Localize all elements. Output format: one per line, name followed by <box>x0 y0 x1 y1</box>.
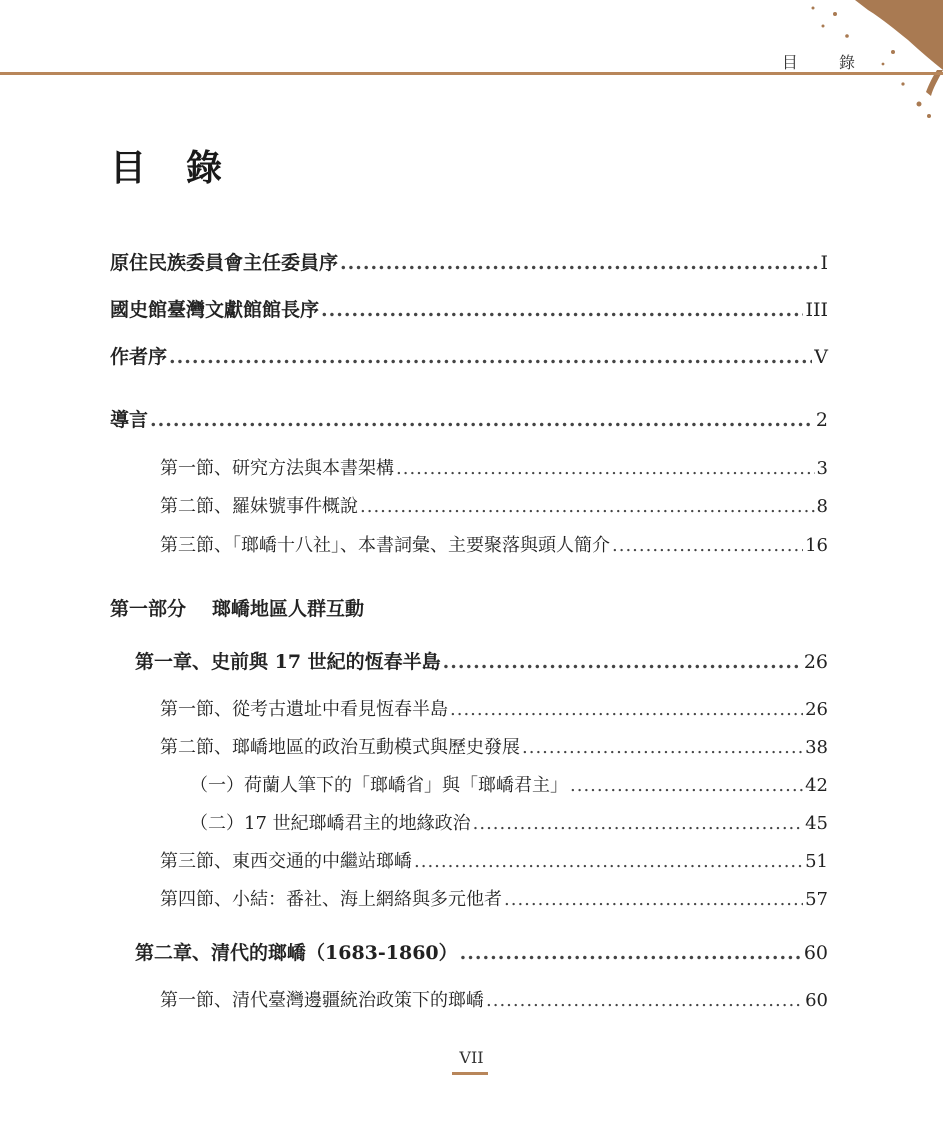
toc-entry-page: V <box>814 346 828 368</box>
part-title: 瑯嶠地區人群互動 <box>212 598 365 620</box>
dot-leader <box>460 942 802 964</box>
toc-entry <box>160 454 828 480</box>
toc-entry-title: 第二節、羅妹號事件概說 <box>160 496 358 517</box>
toc-entry-page: 51 <box>805 851 828 872</box>
dot-leader <box>340 252 818 274</box>
toc-entry <box>110 342 828 369</box>
toc-entry-title: （二）17 世紀瑯嶠君主的地緣政治 <box>190 813 471 834</box>
toc-entry-page: 60 <box>805 990 828 1011</box>
page-title: 目錄 <box>110 147 263 189</box>
page-number: VII <box>459 1048 484 1067</box>
dot-leader <box>450 699 803 720</box>
toc-entry-page: 38 <box>805 737 828 758</box>
toc-entry <box>160 695 828 721</box>
toc-entry <box>160 492 828 518</box>
toc-entry-page: 3 <box>816 458 828 479</box>
dot-leader <box>321 299 803 321</box>
toc-entry-title: 第三節、東西交通的中繼站瑯嶠 <box>160 851 412 872</box>
toc-entry-title: 第一節、從考古遺址中看見恆春半島 <box>160 699 448 720</box>
toc-entry-title: 第二節、瑯嶠地區的政治互動模式與歷史發展 <box>160 737 520 758</box>
toc-entry-title: 第二章、清代的瑯嶠（1683-1860） <box>135 942 458 964</box>
toc-entry-title: 國史館臺灣文獻館館長序 <box>110 299 320 321</box>
toc-entry <box>160 531 828 557</box>
footer-rule <box>452 1072 488 1075</box>
toc-entry <box>110 405 828 432</box>
toc-entry <box>190 771 828 797</box>
dot-leader <box>522 737 803 758</box>
running-header: 目 錄 <box>781 53 873 72</box>
toc-entry-page: I <box>820 252 828 274</box>
toc-entry-title: （一）荷蘭人筆下的「瑯嶠省」與「瑯嶠君主」 <box>190 775 568 796</box>
toc-entry <box>190 809 828 835</box>
toc-entry-title: 第一節、清代臺灣邊疆統治政策下的瑯嶠 <box>160 990 484 1011</box>
toc-entry-title: 原住民族委員會主任委員序 <box>110 252 339 274</box>
part-number: 第一部分 <box>110 598 187 620</box>
toc-entry <box>110 248 828 275</box>
toc-entry <box>160 986 828 1012</box>
dot-leader <box>360 496 815 517</box>
dot-leader <box>150 409 814 431</box>
toc-entry-page: 2 <box>815 409 828 431</box>
toc-entry-page: 8 <box>816 496 828 517</box>
toc-entry-page: III <box>805 299 828 321</box>
toc-entry-page: 45 <box>805 813 828 834</box>
toc-entry-title: 第三節、「瑯嶠十八社」、本書詞彙、主要聚落與頭人簡介 <box>160 535 610 556</box>
toc-entry-title: 第四節、小結：番社、海上網絡與多元他者 <box>160 889 502 910</box>
toc-entry-page: 57 <box>805 889 828 910</box>
toc-entry <box>135 647 828 674</box>
toc-entry-page: 26 <box>803 651 828 673</box>
dot-leader <box>414 851 803 872</box>
toc-entry <box>160 847 828 873</box>
dot-leader <box>570 775 803 796</box>
toc-entry-page: 26 <box>805 699 828 720</box>
dot-leader <box>486 990 803 1011</box>
toc-entry <box>135 938 828 965</box>
toc-entry-page: 60 <box>803 942 828 964</box>
toc-entry <box>110 295 828 322</box>
part-heading <box>110 594 364 621</box>
toc-entry <box>160 885 828 911</box>
toc-entry-title: 第一章、史前與 17 世紀的恆春半島 <box>135 651 441 673</box>
dot-leader <box>396 458 815 479</box>
dot-leader <box>612 535 803 556</box>
dot-leader <box>443 651 802 673</box>
dot-leader <box>504 889 803 910</box>
toc-entry-page: 16 <box>805 535 828 556</box>
toc-entry-title: 第一節、研究方法與本書架構 <box>160 458 394 479</box>
dot-leader <box>169 346 812 368</box>
toc-entry-title: 作者序 <box>110 346 168 368</box>
toc-entry-title: 導言 <box>110 409 149 431</box>
toc-entry-page: 42 <box>805 775 828 796</box>
toc-entry <box>160 733 828 759</box>
dot-leader <box>473 813 803 834</box>
